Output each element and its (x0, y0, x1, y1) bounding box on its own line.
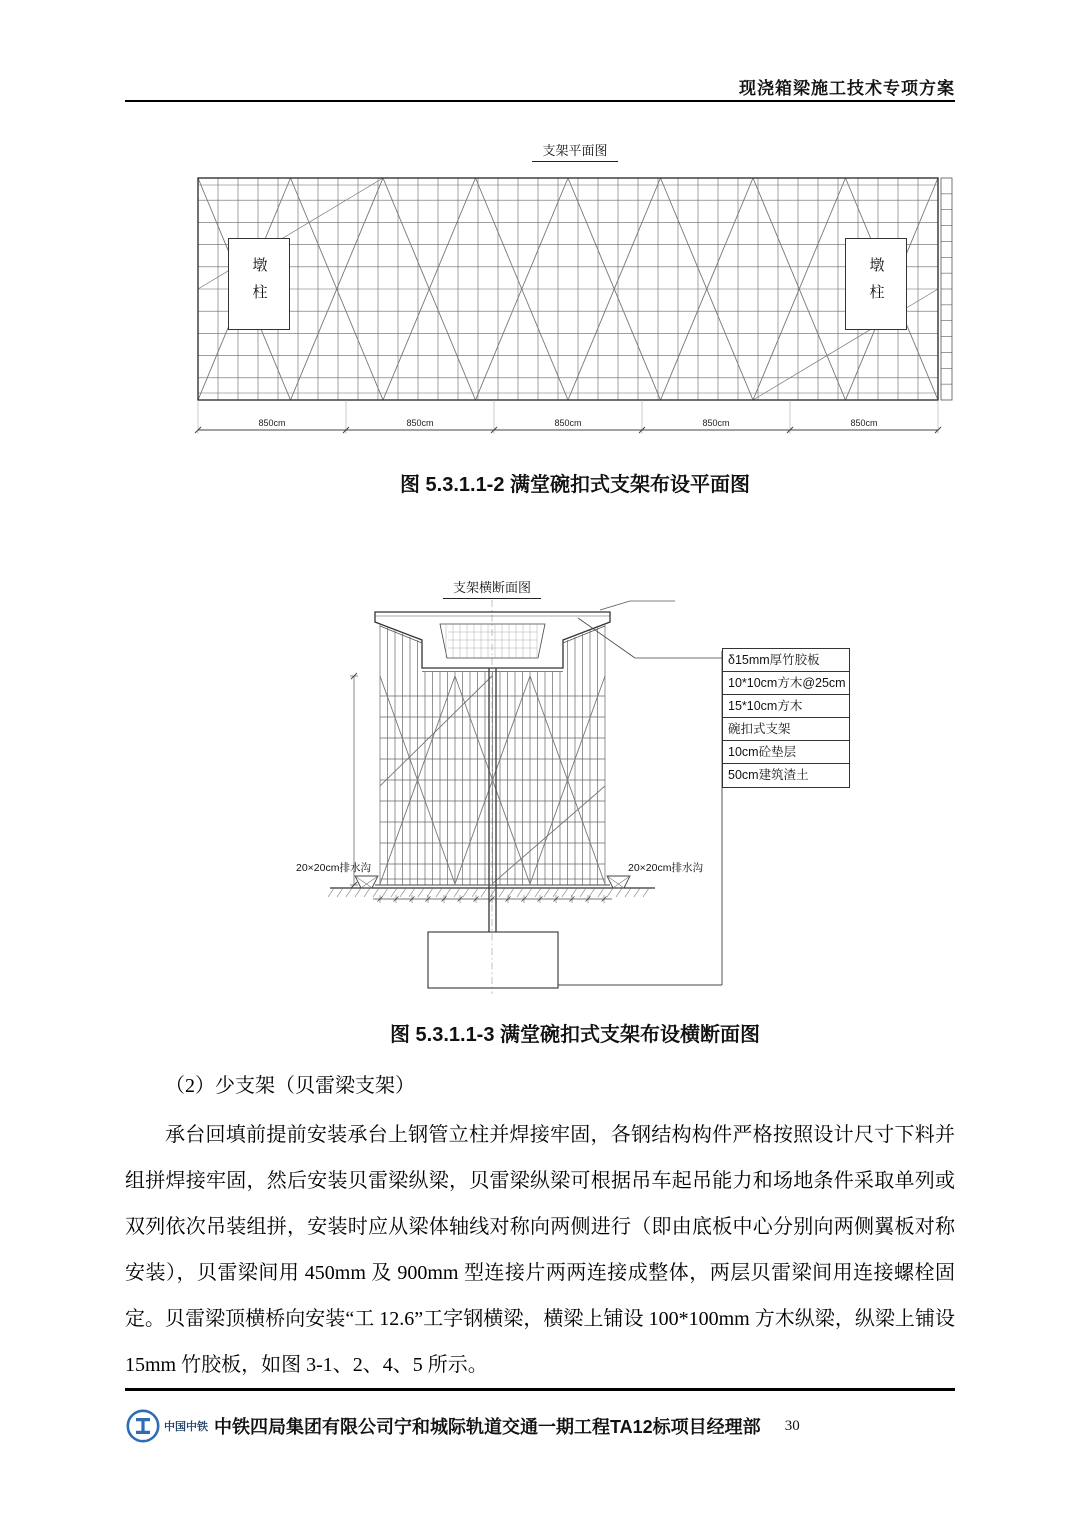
callout-label: 碗扣式支架 (723, 718, 849, 741)
plan-drawing-title (190, 140, 960, 162)
plan-drawing (190, 168, 960, 468)
body-paragraph: 承台回填前提前安装承台上钢管立柱并焊接牢固，各钢结构构件严格按照设计尺寸下料并组拼焊接牢固，然后安装贝雷梁纵梁，贝雷梁纵梁可根据吊车起吊能力和场地条件采取单列或双列依次吊装组拼，安装时应从梁体轴线对称向两侧进行（即由底板中心分别向两侧翼板对称安装），贝雷梁间用 450mm 及 900mm 型连接片两两连接成整体，两层贝雷梁间用连接螺栓固定。贝雷梁顶横桥向安装“工 12.6”工字钢横梁，横梁上铺设 100*100mm 方木纵梁，纵梁上铺设 15mm 竹胶板，如图 3-1、2、4、5 所示。 (125, 1124, 955, 1376)
section-caption: 图 5.3.1.1-3 满堂碗扣式支架布设横断面图 (389, 1024, 761, 1046)
section-drawing-title-text: 支架横断面图 (443, 577, 541, 599)
drain-label-right: 20×20cm排水沟 (628, 862, 703, 874)
header-title: 现浇箱梁施工技术专项方案 (739, 79, 955, 98)
callout-label: 10*10cm方木@25cm (723, 672, 849, 695)
footer-company: 中铁四局集团有限公司宁和城际轨道交通一期工程TA12标项目经理部 (214, 1417, 761, 1437)
drain-label-left: 20×20cm排水沟 (296, 862, 371, 874)
body-text (125, 1066, 955, 1388)
plan-dimension-label: 850cm (554, 418, 582, 428)
callout-stack (722, 648, 850, 788)
section-drawing (270, 596, 850, 998)
crec-logo (125, 1408, 214, 1444)
footer-rule (125, 1388, 955, 1391)
pier-label-right: 墩柱 (845, 238, 907, 330)
crec-logo-text: 中国中铁 (164, 1421, 208, 1433)
callout-label: δ15mm厚竹胶板 (723, 649, 849, 672)
plan-dimension-label: 850cm (702, 418, 730, 428)
page-footer (125, 1408, 955, 1444)
plan-caption: 图 5.3.1.1-2 满堂碗扣式支架布设平面图 (399, 474, 751, 496)
header-rule (125, 100, 955, 102)
page-number: 30 (784, 1417, 800, 1434)
crec-logo-icon (125, 1408, 161, 1444)
pier-label-left: 墩柱 (228, 238, 290, 330)
callout-label: 50cm建筑渣土 (728, 768, 809, 782)
plan-dimension-label: 850cm (406, 418, 434, 428)
sub-heading: （2）少支架（贝雷梁支架） (165, 1075, 415, 1097)
plan-dimension-label: 850cm (850, 418, 878, 428)
callout-label: 10cm砼垫层 (723, 741, 849, 764)
plan-dimension-label: 850cm (258, 418, 286, 428)
callout-label: 15*10cm方木 (723, 695, 849, 718)
plan-drawing-title-text: 支架平面图 (532, 140, 617, 162)
